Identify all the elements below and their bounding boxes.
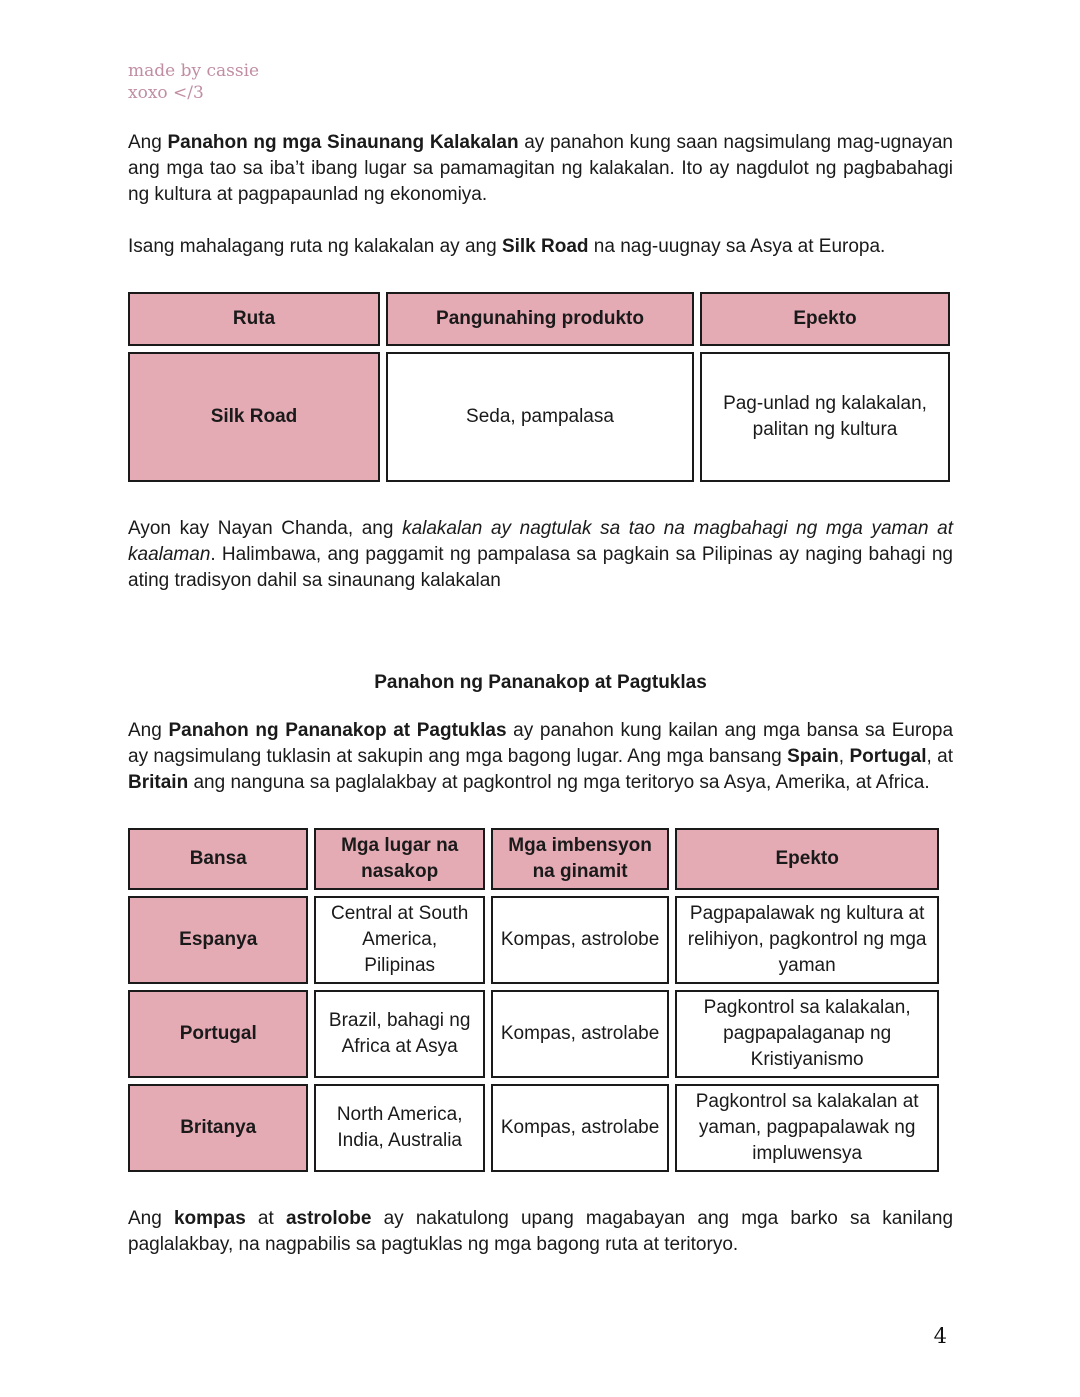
silk-road-cell-produkto: Seda, pampalasa [386, 352, 694, 482]
silk-road-cell-epekto: Pag-unlad ng kalakalan, palitan ng kultura [700, 352, 950, 482]
cell-britanya-lugar: North America, India, Australia [314, 1084, 484, 1172]
cell-portugal-imbensyon: Kompas, astrolabe [491, 990, 669, 1078]
paragraph-kompas-astrolobe: Ang kompas at astrolobe ay nakatulong upang magabayan ang mga barko sa kanilang paglalakbay, na nagpabilis sa pagtuklas ng mga bagong ruta at teritoryo. [128, 1208, 954, 1256]
paragraph-silk-road-intro: Isang mahalagang ruta ng kalakalan ay ang Silk Road na nag-uugnay sa Asya at Europa. [128, 236, 886, 258]
paragraph-colonization-intro: Ang Panahon ng Pananakop at Pagtuklas ay panahon kung kailan ang mga bansa sa Europa ay nagsimulang tuklasin at sakupin ang mga bagong lugar. Ang mga bansang Spain, Portugal, at Britain ang nanguna sa paglalakbay at pagkontrol ng mga teritoryo sa Asya, Amerika, at Africa. [128, 720, 954, 794]
cell-espanya-imbensyon: Kompas, astrolobe [491, 896, 669, 984]
cell-espanya-epekto: Pagpapalawak ng kultura at relihiyon, pagkontrol ng mga yaman [675, 896, 939, 984]
silk-road-header-ruta: Ruta [128, 292, 380, 346]
colonization-header-epekto: Epekto [675, 828, 939, 890]
page-number: 4 [933, 1324, 947, 1349]
cell-espanya-bansa: Espanya [128, 896, 308, 984]
paragraph-intro: Ang Panahon ng mga Sinaunang Kalakalan ay panahon kung saan nagsimulang mag-ugnayan ang mga tao sa iba’t ibang lugar sa pamamagitan ng kalakalan. Ito ay nagdulot ng pagbabahagi ng kultura at pagpapaunlad ng ekonomiya. [128, 132, 953, 206]
cell-britanya-bansa: Britanya [128, 1084, 308, 1172]
credit-line-1: made by cassie [128, 61, 260, 81]
credit-line-2: xoxo </3 [128, 83, 204, 104]
colonization-header-bansa: Bansa [128, 828, 308, 890]
paragraph-nayan-chanda: Ayon kay Nayan Chanda, ang kalakalan ay nagtulak sa tao na magbahagi ng mga yaman at kaalaman. Halimbawa, ang paggamit ng pampalasa sa pagkain sa Pilipinas ay naging bahagi ng ating tradisyon dahil sa sinaunang kalakalan [128, 518, 953, 592]
cell-portugal-epekto: Pagkontrol sa kalakalan, pagpapalaganap ng Kristiyanismo [675, 990, 939, 1078]
cell-portugal-bansa: Portugal [128, 990, 308, 1078]
section-heading-pananakop: Panahon ng Pananakop at Pagtuklas [374, 672, 707, 694]
silk-road-table-header-row [128, 292, 950, 346]
cell-britanya-imbensyon: Kompas, astrolabe [491, 1084, 669, 1172]
silk-road-table [122, 286, 956, 488]
credit-note [128, 60, 953, 104]
colonization-row-portugal [128, 990, 939, 1078]
colonization-row-britanya [128, 1084, 939, 1172]
silk-road-cell-ruta: Silk Road [128, 352, 380, 482]
cell-espanya-lugar: Central at South America, Pilipinas [314, 896, 484, 984]
silk-road-header-epekto: Epekto [700, 292, 950, 346]
cell-britanya-epekto: Pagkontrol sa kalakalan at yaman, pagpapalawak ng impluwensya [675, 1084, 939, 1172]
colonization-header-lugar: Mga lugar na nasakop [314, 828, 484, 890]
silk-road-header-produkto: Pangunahing produkto [386, 292, 694, 346]
colonization-table [122, 822, 945, 1178]
silk-road-table-row [128, 352, 950, 482]
colonization-row-espanya [128, 896, 939, 984]
colonization-table-header-row [128, 828, 939, 890]
cell-portugal-lugar: Brazil, bahagi ng Africa at Asya [314, 990, 484, 1078]
colonization-header-imbensyon: Mga imbensyon na ginamit [491, 828, 669, 890]
